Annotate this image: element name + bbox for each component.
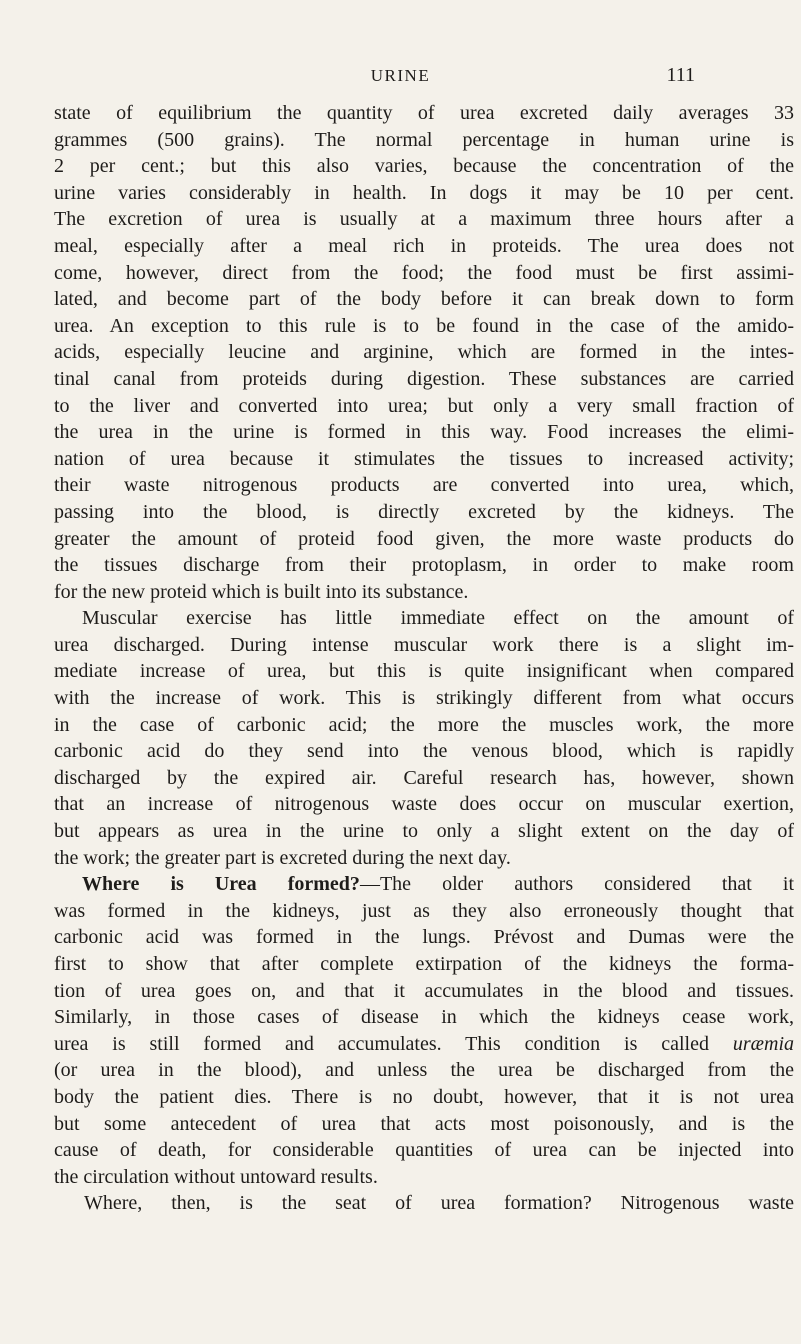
- text-line: but some antecedent of urea that acts most poisonously, and is the: [54, 1112, 794, 1135]
- text-line: but appears as urea in the urine to only a slight extent on the day of: [54, 820, 794, 843]
- text-line: for the new proteid which is built into its substance.: [54, 580, 469, 603]
- paragraph-seat-of-formation: [54, 1190, 794, 1217]
- text-line: lated, and become part of the body before it can break down to form: [54, 288, 794, 311]
- running-title: URINE: [370, 66, 431, 85]
- text-run: urea is still formed and accumulates. This condition is called: [54, 1032, 709, 1055]
- text-line: urine varies considerably in health. In dogs it may be 10 per cent.: [54, 181, 794, 204]
- text-line: nation of urea because it stimulates the tissues to increased activity;: [54, 447, 794, 470]
- paragraph-urea-formation: [54, 871, 794, 1190]
- text-line: cause of death, for considerable quantities of urea can be injected into: [54, 1139, 794, 1162]
- text-line: urea discharged. During intense muscular work there is a slight im-: [54, 633, 794, 656]
- text-line: Where, then, is the seat of urea formation? Nitrogenous waste: [84, 1192, 794, 1215]
- text-line: Similarly, in those cases of disease in which the kidneys cease work,: [54, 1006, 794, 1029]
- text-line: meal, especially after a meal rich in proteids. The urea does not: [54, 234, 794, 257]
- text-line: the urea in the urine is formed in this way. Food increases the elimi-: [54, 421, 794, 444]
- text-line: with the increase of work. This is strikingly different from what occurs: [54, 687, 794, 710]
- text-line: was formed in the kidneys, just as they also erroneously thought that: [54, 899, 794, 922]
- text-line: the tissues discharge from their protoplasm, in order to make room: [54, 554, 794, 577]
- text-line: urea. An exception to this rule is to be found in the case of the amido-: [54, 314, 794, 337]
- text-line: come, however, direct from the food; the food must be first assimi-: [54, 261, 794, 284]
- text-line: that an increase of nitrogenous waste does occur on muscular exertion,: [54, 793, 794, 816]
- page-number: 111: [666, 64, 695, 86]
- emphasized-term: uræmia: [732, 1032, 794, 1055]
- paragraph-muscular-exercise: [54, 605, 794, 871]
- text-line: their waste nitrogenous products are converted into urea, which,: [54, 474, 794, 497]
- text-line: carbonic acid was formed in the lungs. Prévost and Dumas were the: [54, 926, 794, 949]
- text-line: mediate increase of urea, but this is quite insignificant when compared: [54, 660, 794, 683]
- text-line: grammes (500 grains). The normal percentage in human urine is: [54, 128, 794, 151]
- text-line: Muscular exercise has little immediate effect on the amount of: [82, 607, 794, 630]
- text-line: to the liver and converted into urea; but only a very small fraction of: [54, 394, 794, 417]
- text-line: body the patient dies. There is no doubt, however, that it is not urea: [54, 1085, 794, 1108]
- text-line: carbonic acid do they send into the venous blood, which is rapidly: [54, 740, 794, 763]
- text-line: passing into the blood, is directly excreted by the kidneys. The: [54, 500, 794, 523]
- text-line: first to show that after complete extirpation of the kidneys the forma-: [54, 953, 794, 975]
- text-line: greater the amount of proteid food given, the more waste products do: [54, 527, 794, 550]
- text-line: acids, especially leucine and arginine, which are formed in the intes-: [54, 341, 794, 364]
- text-run: —The older authors considered that it: [359, 873, 794, 896]
- text-line: the work; the greater part is excreted during the next day.: [54, 846, 511, 869]
- text-line: tinal canal from proteids during digestion. These substances are carried: [54, 367, 794, 390]
- text-line: in the case of carbonic acid; the more the muscles work, the more: [54, 713, 794, 736]
- text-line: state of equilibrium the quantity of urea excreted daily averages 33: [54, 102, 794, 124]
- section-run-in-heading: Where is Urea formed?: [82, 873, 360, 896]
- text-line: tion of urea goes on, and that it accumulates in the blood and tissues.: [54, 979, 794, 1002]
- text-line: 2 per cent.; but this also varies, because the concentration of the: [54, 155, 794, 178]
- body-text: [54, 100, 794, 1217]
- text-line: [54, 1031, 794, 1058]
- text-line: discharged by the expired air. Careful research has, however, shown: [54, 766, 794, 789]
- running-head: [0, 62, 801, 92]
- paragraph-urea-excretion: [54, 100, 794, 605]
- text-line: [54, 871, 794, 898]
- text-line: the circulation without untoward results.: [54, 1165, 378, 1188]
- text-line: The excretion of urea is usually at a maximum three hours after a: [54, 208, 794, 231]
- text-line: (or urea in the blood), and unless the urea be discharged from the: [54, 1059, 794, 1082]
